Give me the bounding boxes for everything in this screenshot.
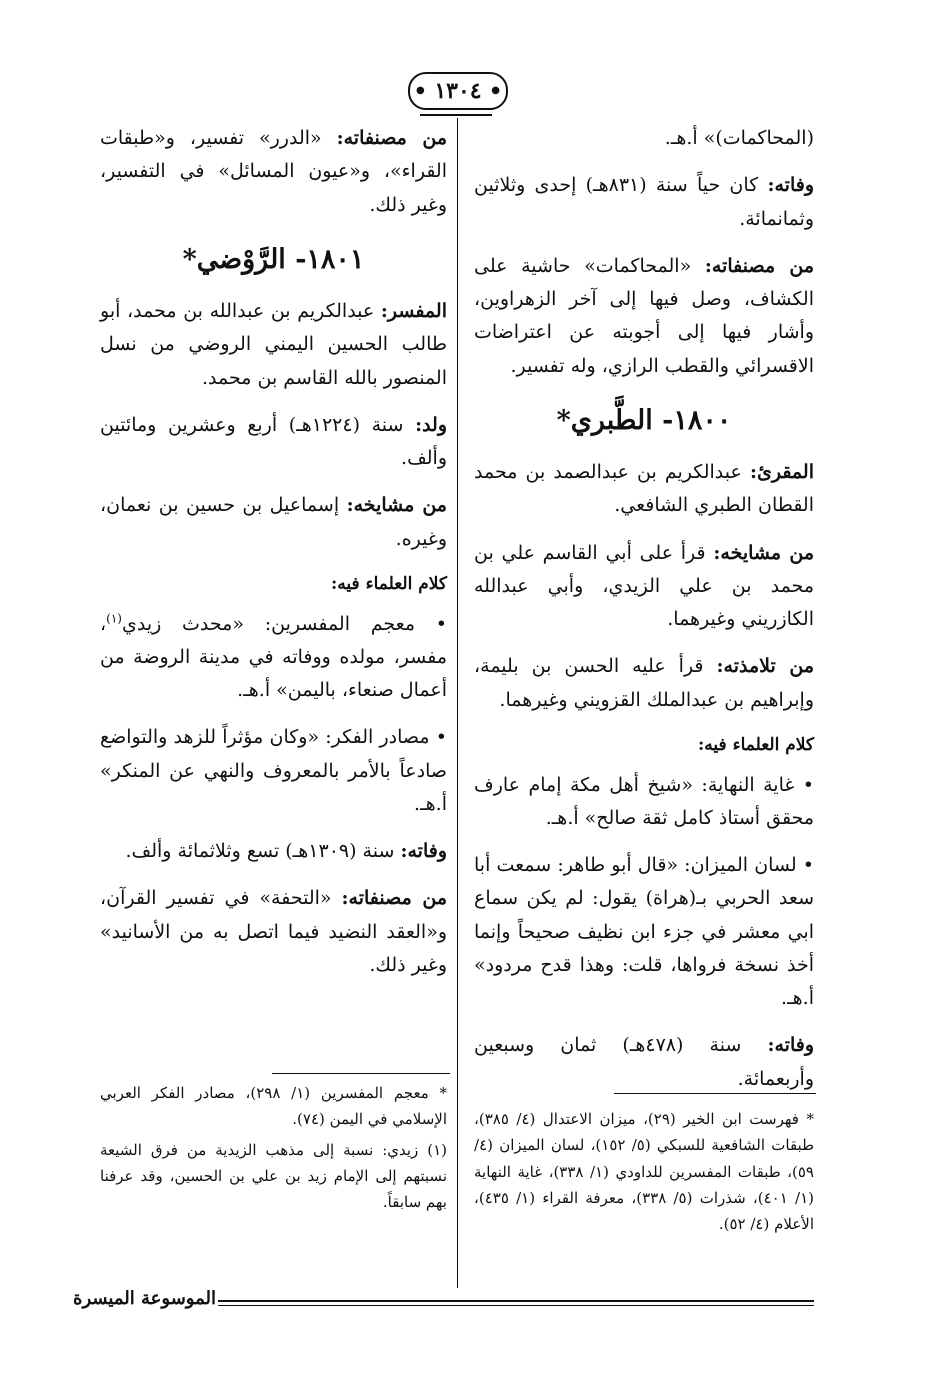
left-p6: • مصادر الفكر: «وكان مؤثراً للزهد والتواضع صادعاً بالأمر بالمعروف والنهي عن المنكر» أ.هـ. (100, 726, 447, 815)
death-text-2: سنة (٤٧٨هـ) ثمان وسبعين وأربعمائة. (474, 1034, 814, 1090)
works-text-prev: «الدرر» تفسير، و«طبقات القراء»، و«عيون المسائل» في التفسير، وغير ذلك. (100, 127, 447, 216)
students-text: قرأ عليه الحسن بن بليمة، وإبراهيم بن عبدالملك القزويني وغيرهما. (474, 655, 814, 711)
footer-rule-thin (218, 1305, 814, 1306)
works-label-3: من مصنفاته: (341, 887, 447, 910)
right-p5 (474, 537, 814, 637)
left-p2 (100, 295, 447, 395)
footnotes-left (100, 1080, 447, 1219)
teachers-label-2: من مشايخه: (346, 494, 447, 517)
right-p9 (474, 1029, 814, 1096)
right-p6 (474, 650, 814, 717)
works-label-prev: من مصنفاته: (336, 127, 447, 149)
left-p1 (100, 122, 447, 222)
quote-mufassirin-a: • معجم المفسرين: «محدث زيدي (121, 612, 447, 635)
left-p7 (100, 835, 447, 868)
footnote-rule-right (614, 1093, 816, 1094)
students-label: من تلامذته: (716, 655, 814, 678)
footer-rule (218, 1300, 814, 1302)
page-number: ● ١٣٠٤ ● (408, 72, 508, 110)
birth-text: سنة (١٢٢٤هـ) أربع وعشرين ومائتين وألف. (100, 413, 447, 469)
footer-title: الموسوعة الميسرة (73, 1288, 216, 1309)
left-column (100, 122, 447, 996)
death-text: كان حياً سنة (٨٣١هـ) إحدى وثلاثين وثمانمائة. (474, 174, 814, 230)
column-divider (457, 118, 458, 1288)
left-p8 (100, 882, 447, 982)
right-p4 (474, 456, 814, 523)
footnote-sources-1800: * فهرست ابن الخير (٢٩)، ميزان الاعتدال (٤/ ٣٨٥)، طبقات الشافعية للسبكي (٥/ ١٥٢)، لسان الميزان (٤/ ٥٩)، طبقات المفسرين للداودي (١/ ٣٣٨)، غاية النهاية (١/ ٤٠١)، شذرات (٥/ ٣٣٨)، معرفة القراء (١/ ٤٣٥)، الأعلام (٤/ ٥٢). (474, 1110, 815, 1233)
entry-heading-1800: ١٨٠٠- الطَّبري* (556, 404, 732, 436)
footnote-sources-1801: * معجم المفسرين (١/ ٢٩٨)، مصادر الفكر العربي الإسلامي في اليمن (٧٤). (100, 1084, 447, 1129)
left-p4 (100, 489, 447, 556)
teachers-text-2: إسماعيل بن حسين بن نعمان، وغيره. (100, 494, 447, 550)
death-text-3: سنة (١٣٠٩هـ) تسع وثلاثمائة وألف. (125, 840, 401, 862)
works-text: «المحاكمات» حاشية على الكشاف، وصل فيها إلى آخر الزهراوين، وأشار فيها إلى أجوبته عن اعتراضات الاقسرائي والقطب الرازي، وله تفسير. (474, 254, 814, 377)
right-p3 (474, 250, 814, 383)
works-label: من مصنفاته: (704, 254, 814, 277)
left-p3 (100, 409, 447, 476)
death-label: وفاته: (767, 174, 814, 197)
right-p2 (474, 169, 814, 236)
footnotes-right (474, 1106, 814, 1241)
right-p1: (المحاكمات)» أ.هـ. (664, 127, 814, 149)
death-label-2: وفاته: (767, 1034, 814, 1057)
right-p8: • لسان الميزان: «قال أبو طاهر: سمعت أبا سعد الحربي بـ(هراة) يقول: لم يكن سماع ابي معشر في جزء ابن نظيف صحيحاً وإنما أخذ نسخة فرواها، قلت: وهذا قدح مردود» أ.هـ. (474, 854, 814, 1009)
quote-mufassirin-b: ، مفسر، مولده ووفاته في مدينة الروضة من أعمال صنعاء، باليمن» أ.هـ. (100, 612, 447, 701)
birth-label: ولد: (415, 413, 448, 436)
page-number-rule (420, 114, 492, 116)
footnote-rule-left (272, 1073, 450, 1074)
teachers-label: من مشايخه: (713, 541, 814, 564)
right-p7: • غاية النهاية: «شيخ أهل مكة إمام عارف محقق أستاذ كامل ثقة صالح» أ.هـ. (474, 773, 814, 829)
teachers-text: قرأ على أبي القاسم علي بن محمد بن علي الزيدي، وأبي عبدالله الكازريني وغيرهما. (474, 541, 814, 630)
right-column (474, 122, 814, 1110)
reciter-text: عبدالكريم بن عبدالصمد بن محمد القطان الطبري الشافعي. (474, 461, 814, 517)
left-p5 (100, 608, 447, 708)
entry-heading-1801: ١٨٠١- الرَّوْضي* (182, 243, 365, 275)
footnote-marker: (١) (106, 611, 122, 626)
works-text-3: «التحفة» في تفسير القرآن، و«العقد النضيد فيما اتصل به من الأسانيد» وغير ذلك. (100, 887, 447, 976)
scholars-subhead: كلام العلماء فيه: (698, 734, 814, 755)
death-label-3: وفاته: (400, 840, 447, 862)
reciter-label: المقرئ: (749, 461, 814, 483)
scholars-subhead-2: كلام العلماء فيه: (331, 573, 447, 594)
exegete-text: عبدالكريم بن عبدالله بن محمد، أبو طالب الحسين اليمني الروضي من نسل المنصور بالله القاسم بن محمد. (100, 300, 447, 389)
footnote-zaydi: (١) زيدي: نسبة إلى مذهب الزيدية من فرق الشيعة نسبتهم إلى الإمام زيد بن علي بن الحسين، وقد عرفنا بهم سابقاً. (100, 1140, 447, 1211)
exegete-label: المفسر: (380, 300, 447, 322)
